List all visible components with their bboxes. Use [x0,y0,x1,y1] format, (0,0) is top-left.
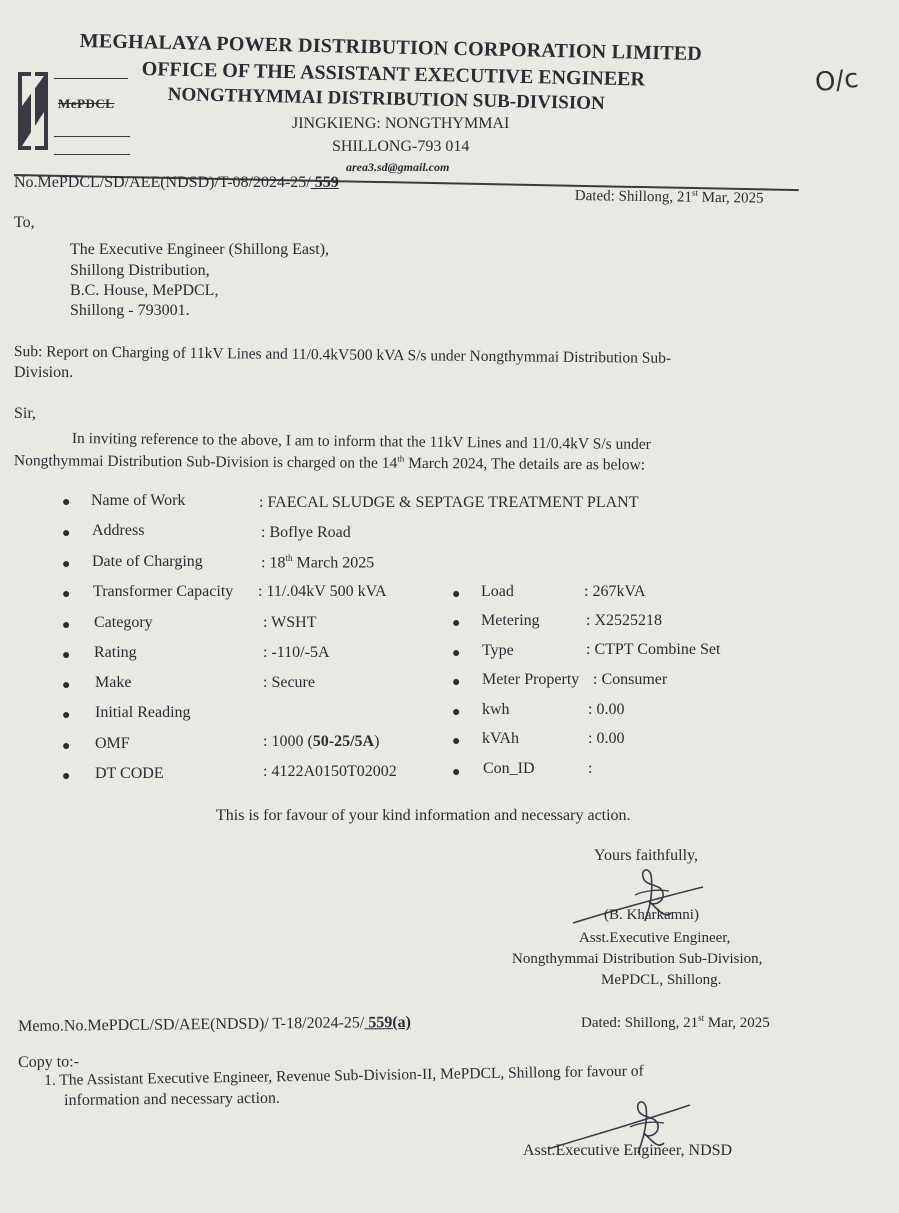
body-line-1: In inviting reference to the above, I am to inform that the 11kV Lines and 11/0.4kV S/s under [71,430,651,454]
detail-value-con-id: : [588,760,593,777]
list-item [62,646,70,664]
bullet-icon: ● [452,616,461,631]
body-line-2 [14,451,645,475]
email: area3.sd@gmail.com [346,160,450,174]
bullet-icon: ● [62,708,71,723]
ref-prefix: No.MePDCL/SD/AEE(NDSD)/T-08/2024-25/ [14,174,311,191]
body-line-2-pre: Nongthymmai Distribution Sub-Division is charged on the 14 [13,452,398,472]
detail-value-dt-code: : 4122A0150T02002 [263,763,397,780]
detail-value-metering: : X2525218 [586,612,662,629]
detail-value-load: : 267kVA [584,583,646,600]
omf-close: ) [374,733,380,750]
omf-value: : 1000 ( [263,733,313,750]
detail-label-initial-reading: Initial Reading [95,704,191,721]
list-item [452,673,460,691]
to-line-3: B.C. House, MePDCL, [70,282,219,299]
list-item [62,676,70,694]
logo-line-top [54,78,128,79]
bullet-icon: ● [62,678,71,693]
bullet-icon: ● [62,648,71,663]
subject-line-2: Division. [14,364,74,381]
bullet-icon: ● [62,587,71,602]
copy-to-label: Copy to:- [18,1053,80,1071]
detail-value-kvah: : 0.00 [588,730,625,747]
to-line-4: Shillong - 793001. [70,302,190,319]
list-item [452,732,460,750]
list-item [62,555,70,573]
signatory-division: Nongthymmai Distribution Sub-Division, [512,951,763,967]
signatory-name: (B. Kharkamni) [604,907,699,923]
detail-value-make: : Secure [263,674,315,691]
detail-label-date-of-charging: Date of Charging [92,553,203,570]
bullet-icon: ● [62,526,71,541]
list-item [62,585,70,603]
handwritten-initials: O/c [813,63,860,99]
body-line-2-sup: th [397,453,405,464]
ref-date-prefix: Dated: Shillong, 21 [574,187,693,206]
signatory-designation: Asst.Executive Engineer, [579,930,731,946]
bullet-icon: ● [452,587,461,602]
logo-line-mid [54,136,130,137]
bullet-icon: ● [62,769,71,784]
date-of-charging-sup: th [285,553,293,563]
date-of-charging-day: : 18 [261,554,286,572]
copy-item-1-line-1: 1. The Assistant Executive Engineer, Revenue Sub-Division-II, MePDCL, Shillong for favour of [44,1062,644,1089]
detail-label-metering: Metering [481,612,540,629]
bullet-icon: ● [452,705,461,720]
list-item [62,616,70,634]
detail-label-category: Category [94,614,153,631]
bullet-icon: ● [452,734,461,749]
detail-label-address: Address [92,522,145,539]
memo-date-suffix: Mar, 2025 [704,1015,770,1031]
reference-number [14,174,339,192]
logo-text: MePDCL [58,96,115,111]
bullet-icon: ● [452,765,461,780]
salutation: Sir, [14,405,37,422]
list-item [62,493,70,511]
detail-value-meter-property: : Consumer [593,671,668,688]
bullet-icon: ● [62,557,71,572]
detail-value-date-of-charging [261,553,374,572]
office-name: OFFICE OF THE ASSISTANT EXECUTIVE ENGINEER [141,58,646,91]
detail-value-transformer-capacity: : 11/.04kV 500 kVA [258,583,387,600]
detail-value-rating: : -110/-5A [263,644,330,661]
memo-date-sup: st [698,1013,705,1023]
detail-value-type: : CTPT Combine Set [586,641,721,658]
detail-value-kwh: : 0.00 [588,701,625,718]
list-item [452,614,460,632]
bullet-icon: ● [62,618,71,633]
detail-label-make: Make [95,674,132,691]
subject-line-1: Sub: Report on Charging of 11kV Lines and 11/0.4kV500 kVA S/s under Nongthymmai Distribution Sub- [13,343,672,367]
detail-label-transformer-capacity: Transformer Capacity [93,583,234,600]
body-line-2-post: March 2024, The details are as below: [404,454,646,474]
detail-label-omf: OMF [95,735,130,752]
detail-label-meter-property: Meter Property [482,671,580,688]
list-item [62,524,70,542]
detail-label-con-id: Con_ID [483,760,535,777]
list-item [62,737,70,755]
bullet-icon: ● [452,646,461,661]
memo-prefix: Memo.No.MePDCL/SD/AEE(NDSD)/ T-18/2024-25/ [18,1014,365,1035]
to-line-1: The Executive Engineer (Shillong East), [70,241,330,258]
signatory-org-city: MePDCL, Shillong. [601,972,722,988]
city: SHILLONG-793 014 [332,138,470,155]
memo-number [18,1014,411,1036]
ref-date [575,186,764,208]
closing-yours-faithfully: Yours faithfully, [594,847,699,864]
list-item [62,767,70,785]
mepdcl-logo-icon [18,72,48,150]
bullet-icon: ● [452,675,461,690]
bullet-icon: ● [62,495,71,510]
detail-value-address: : Boflye Road [261,524,351,541]
org-name: MEGHALAYA POWER DISTRIBUTION CORPORATION LIMITED [79,30,703,66]
memo-date-prefix: Dated: Shillong, 21 [581,1015,699,1031]
subdivision-name: NONGTHYMMAI DISTRIBUTION SUB-DIVISION [167,84,605,115]
detail-label-kwh: kwh [482,701,510,718]
detail-value-name-of-work: : FAECAL SLUDGE & SEPTAGE TREATMENT PLANT [259,494,639,511]
list-item [452,585,460,603]
ref-number: 559 [310,174,339,191]
locality: JINGKIENG: NONGTHYMMAI [292,115,510,132]
detail-value-omf [263,733,379,751]
bullet-icon: ● [62,739,71,754]
list-item [452,763,460,781]
detail-value-category: : WSHT [263,614,317,631]
detail-label-type: Type [482,642,514,659]
detail-label-rating: Rating [94,644,137,661]
to-label: To, [14,214,35,231]
ref-date-sup: st [691,187,699,198]
list-item [452,644,460,662]
closing-favour: This is for favour of your kind information and necessary action. [216,807,631,824]
detail-label-name-of-work: Name of Work [91,492,186,509]
ref-date-suffix: Mar, 2025 [697,189,764,207]
memo-signatory: Asst.Executive Engineer, NDSD [523,1142,733,1159]
to-line-2: Shillong Distribution, [70,262,210,279]
logo-line-bottom [54,154,130,155]
detail-label-kvah: kVAh [482,730,520,747]
copy-item-1-line-2: information and necessary action. [64,1089,281,1109]
omf-ct-ratio: 50-25/5A [312,733,375,750]
date-of-charging-month: March 2025 [292,554,375,572]
memo-ref-number: 559(a) [364,1013,412,1032]
detail-label-load: Load [481,583,514,600]
list-item [452,703,460,721]
list-item [62,706,70,724]
detail-label-dt-code: DT CODE [95,765,164,782]
memo-date [581,1013,770,1032]
